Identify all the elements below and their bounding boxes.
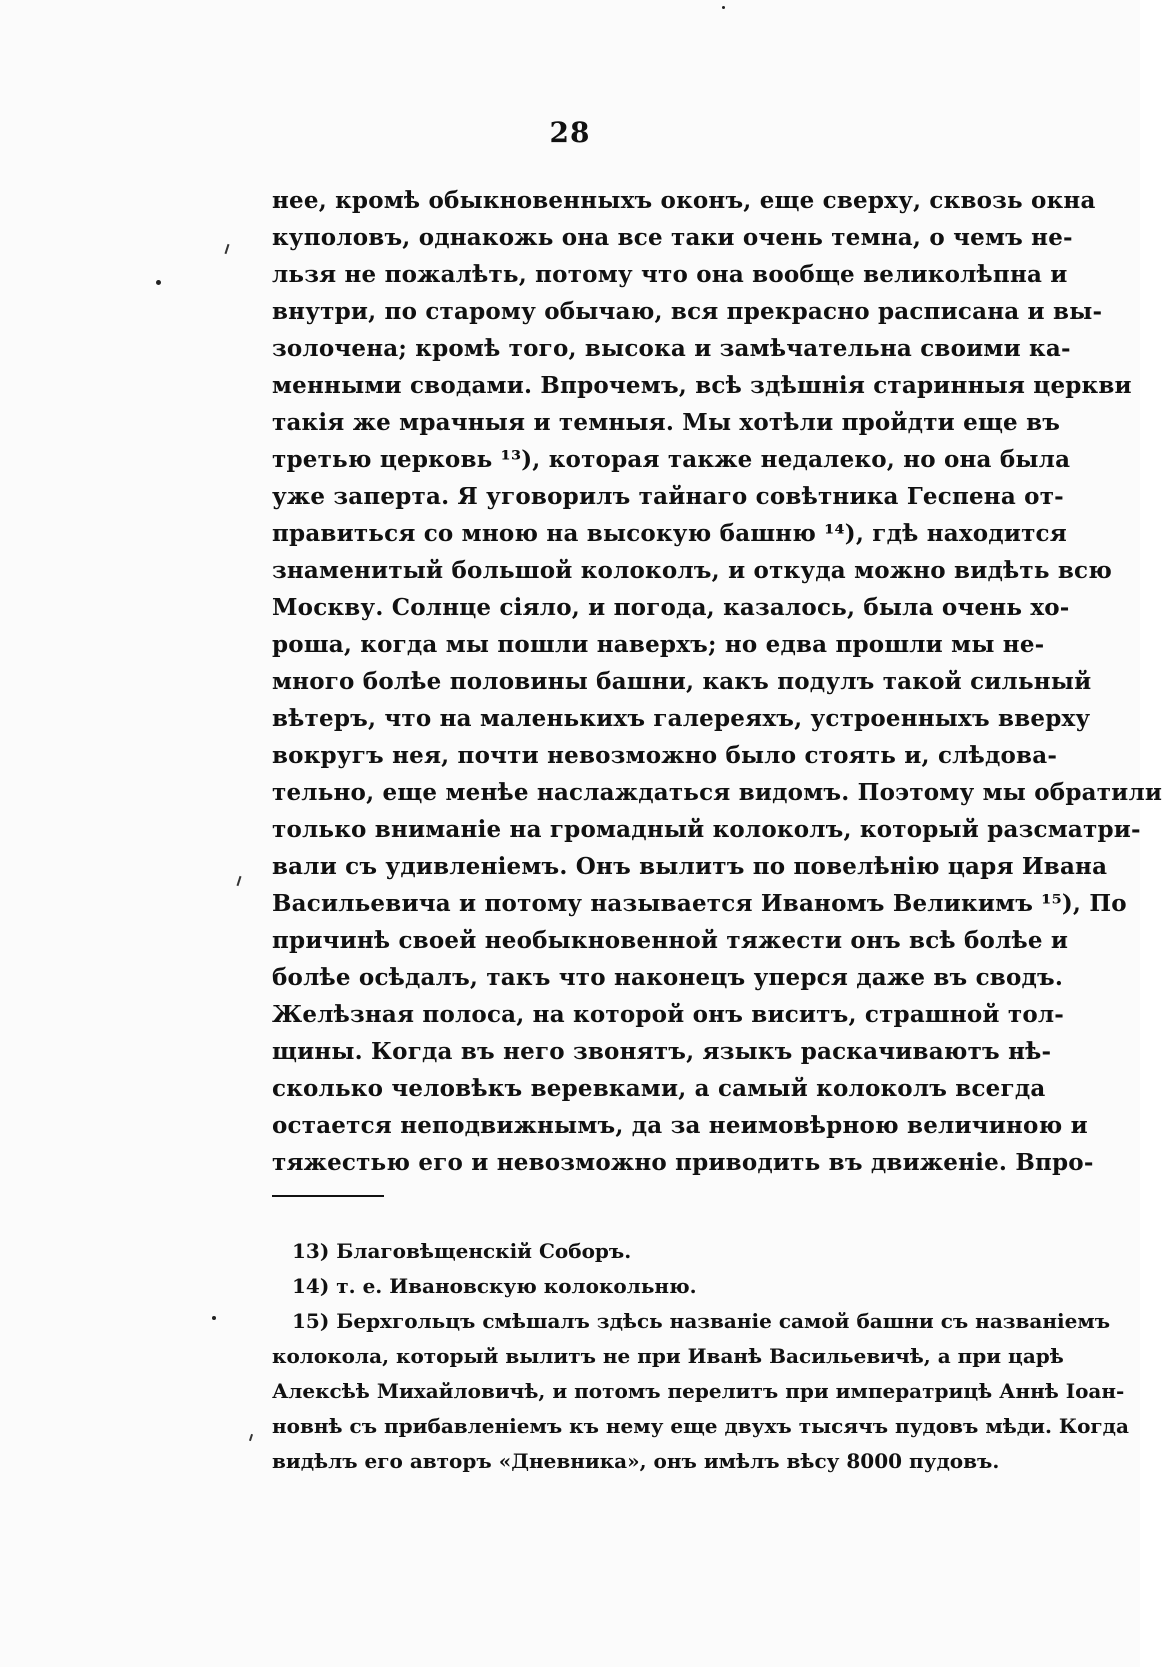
text-line: причинѣ своей необыкновенной тяжести онъ всѣ болѣе и <box>272 927 1069 954</box>
text-line: третью церковь ¹³), которая также недалеко, но она была <box>272 446 1071 473</box>
text-line: правиться со мною на высокую башню ¹⁴), гдѣ находится <box>272 520 1067 547</box>
text-line: знаменитый большой колоколъ, и откуда можно видѣть всю <box>272 557 1113 584</box>
text-line: Васильевича и потому называется Иваномъ Великимъ ¹⁵), По <box>272 890 1127 917</box>
scan-speck <box>722 6 725 9</box>
footnotes <box>272 1234 1129 1479</box>
text-line: Москву. Солнце сіяло, и погода, казалось, была очень хо- <box>272 594 1070 621</box>
text-line: такія же мрачныя и темныя. Мы хотѣли пройдти еще въ <box>272 409 1061 436</box>
scan-mark <box>225 244 230 254</box>
text-line: льзя не пожалѣть, потому что она вообще великолѣпна и <box>272 261 1068 288</box>
text-line: сколько человѣкъ веревками, а самый колоколъ всегда <box>272 1075 1046 1102</box>
footnote-13: 13) Благовѣщенскій Соборъ. <box>292 1239 632 1263</box>
footnote-separator <box>272 1195 384 1197</box>
text-line: остается неподвижнымъ, да за неимовѣрною величиною и <box>272 1112 1088 1139</box>
text-line: много болѣе половины башни, какъ подулъ такой сильный <box>272 668 1092 695</box>
text-line: вокругъ нея, почти невозможно было стоять и, слѣдова- <box>272 742 1058 769</box>
text-line: золочена; кромѣ того, высока и замѣчательна своими ка- <box>272 335 1071 362</box>
text-line: тяжестью его и невозможно приводить въ движеніе. Впро- <box>272 1149 1094 1176</box>
text-line: щины. Когда въ него звонятъ, языкъ раскачиваютъ нѣ- <box>272 1038 1052 1065</box>
text-line: тельно, еще менѣе наслаждаться видомъ. Поэтому мы обратили <box>272 779 1162 806</box>
text-line: болѣе осѣдалъ, такъ что наконецъ уперся даже въ сводъ. <box>272 964 1064 991</box>
text-line: внутри, по старому обычаю, вся прекрасно расписана и вы- <box>272 298 1103 325</box>
text-line: уже заперта. Я уговорилъ тайнаго совѣтника Геспена от- <box>272 483 1064 510</box>
footnote-15-line: Алексѣѣ Михайловичѣ, и потомъ перелитъ при императрицѣ Аннѣ Іоан- <box>272 1379 1125 1403</box>
footnote-14: 14) т. е. Ивановскую колокольню. <box>292 1274 697 1298</box>
text-line: вали съ удивленіемъ. Онъ вылитъ по повелѣнію царя Ивана <box>272 853 1108 880</box>
footnote-15-line: колокола, который вылитъ не при Иванѣ Васильевичѣ, а при царѣ <box>272 1344 1064 1368</box>
text-line: только вниманіе на громадный колоколъ, который разсматри- <box>272 816 1141 843</box>
text-line: вѣтеръ, что на маленькихъ галереяхъ, устроенныхъ вверху <box>272 705 1091 732</box>
text-line: нее, кромѣ обыкновенныхъ оконъ, еще сверху, сквозь окна <box>272 187 1096 214</box>
text-line: Желѣзная полоса, на которой онъ виситъ, страшной тол- <box>272 1001 1065 1028</box>
text-line: роша, когда мы пошли наверхъ; но едва прошли мы не- <box>272 631 1045 658</box>
scan-speck <box>156 280 161 285</box>
text-line: куполовъ, однакожь она все таки очень темна, о чемъ не- <box>272 224 1073 251</box>
footnote-15-line: новнѣ съ прибавленіемъ къ нему еще двухъ тысячъ пудовъ мѣди. Когда <box>272 1414 1129 1438</box>
footnote-15-line: 15) Берхгольцъ смѣшалъ здѣсь названіе самой башни съ названіемъ <box>292 1309 1111 1333</box>
footnote-15-line: видѣлъ его авторъ «Дневника», онъ имѣлъ вѣсу 8000 пудовъ. <box>272 1449 1000 1473</box>
page-number: 28 <box>549 116 591 149</box>
main-text <box>272 182 1162 1181</box>
scan-mark <box>249 1434 253 1441</box>
text-line: менными сводами. Впрочемъ, всѣ здѣшнія старинныя церкви <box>272 372 1132 399</box>
scan-speck <box>212 1316 216 1320</box>
scan-mark <box>237 876 242 886</box>
